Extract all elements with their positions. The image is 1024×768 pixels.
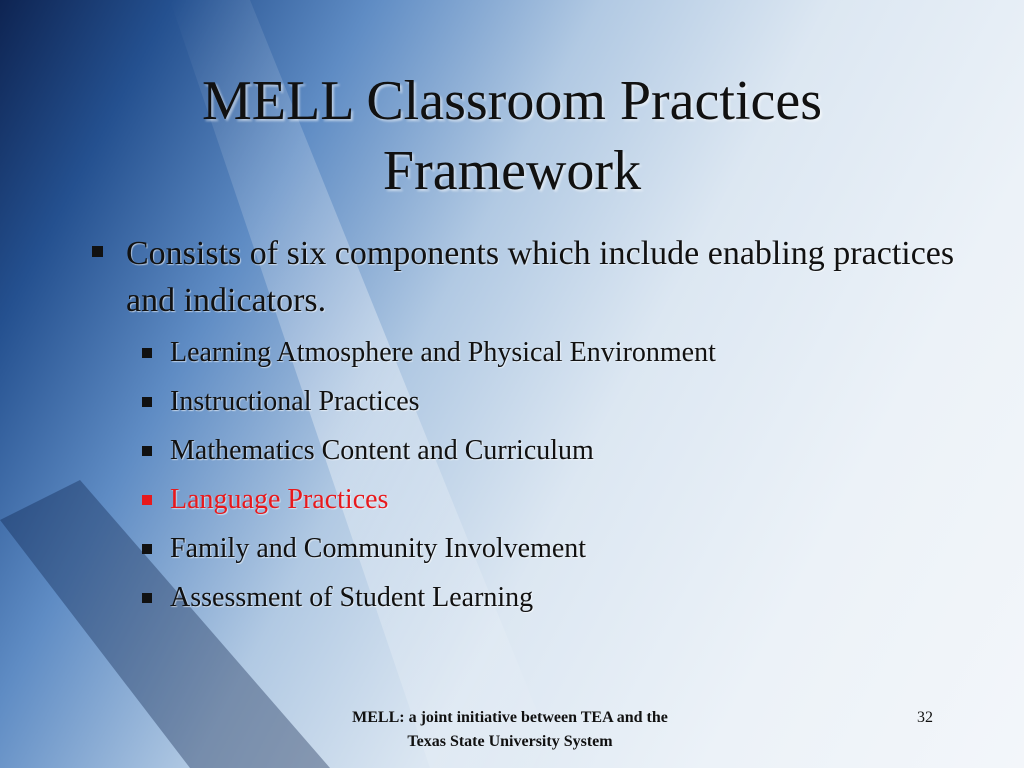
component-item — [136, 377, 968, 426]
main-bullet — [88, 230, 968, 324]
component-item — [136, 328, 968, 377]
slide-footer — [300, 706, 720, 754]
component-item-text: Assessment of Student Learning — [170, 582, 534, 613]
component-item — [136, 573, 968, 622]
component-item-highlighted — [136, 475, 968, 524]
slide-number: 32 — [917, 709, 933, 726]
component-item-text: Family and Community Involvement — [170, 533, 587, 564]
bullet-square-icon — [142, 495, 152, 505]
component-item-text: Learning Atmosphere and Physical Environment — [170, 337, 716, 368]
bullet-square-icon — [92, 246, 103, 257]
bullet-square-icon — [142, 446, 152, 456]
component-item-text: Language Practices — [170, 484, 389, 515]
main-bullet-text: Consists of six components which include enabling practices and indicators. — [126, 235, 955, 319]
bullet-square-icon — [142, 397, 152, 407]
component-item-text: Mathematics Content and Curriculum — [170, 435, 594, 466]
slide-title-line: Framework — [382, 140, 642, 202]
component-item-text: Instructional Practices — [170, 386, 420, 417]
slide-title — [60, 66, 964, 206]
slide-title-line: MELL Classroom Practices — [201, 70, 823, 132]
bullet-square-icon — [142, 593, 152, 603]
component-item — [136, 524, 968, 573]
bullet-square-icon — [142, 348, 152, 358]
footer-line: Texas State University System — [407, 733, 613, 750]
slide-body — [88, 230, 968, 622]
component-item — [136, 426, 968, 475]
bullet-square-icon — [142, 544, 152, 554]
footer-line: MELL: a joint initiative between TEA and the — [352, 709, 668, 726]
